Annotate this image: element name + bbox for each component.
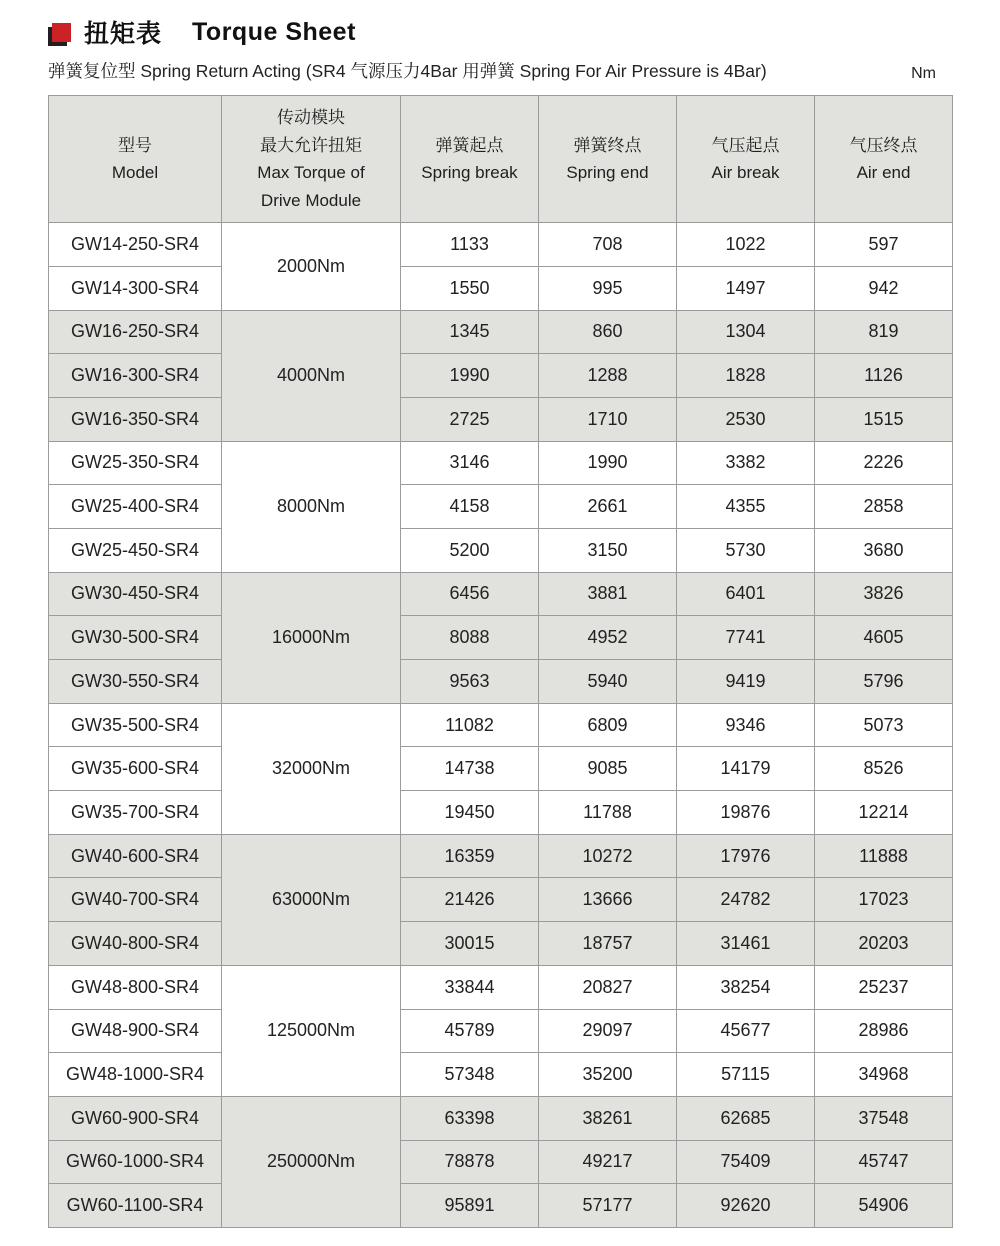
air-break-cell: 4355 <box>677 485 815 529</box>
header-line: Max Torque of <box>257 163 365 183</box>
header-line: Model <box>111 163 159 183</box>
spring-break-cell: 5200 <box>401 528 539 572</box>
model-cell: GW25-350-SR4 <box>49 441 222 485</box>
spring-end-cell: 49217 <box>539 1140 677 1184</box>
model-cell: GW35-700-SR4 <box>49 791 222 835</box>
spring-end-cell: 29097 <box>539 1009 677 1053</box>
air-break-cell: 3382 <box>677 441 815 485</box>
air-break-cell: 9419 <box>677 660 815 704</box>
model-cell: GW16-300-SR4 <box>49 354 222 398</box>
air-break-cell: 2530 <box>677 397 815 441</box>
air-break-cell: 14179 <box>677 747 815 791</box>
header-line: Drive Module <box>260 190 362 210</box>
spring-break-cell: 45789 <box>401 1009 539 1053</box>
air-end-cell: 37548 <box>815 1096 953 1140</box>
model-cell: GW48-900-SR4 <box>49 1009 222 1053</box>
spring-break-cell: 78878 <box>401 1140 539 1184</box>
spring-end-cell: 11788 <box>539 791 677 835</box>
air-end-cell: 8526 <box>815 747 953 791</box>
spring-end-cell: 995 <box>539 266 677 310</box>
model-cell: GW60-900-SR4 <box>49 1096 222 1140</box>
air-break-cell: 19876 <box>677 791 815 835</box>
max-torque-cell: 16000Nm <box>222 572 401 703</box>
spring-break-cell: 4158 <box>401 485 539 529</box>
model-cell: GW14-300-SR4 <box>49 266 222 310</box>
max-torque-cell: 32000Nm <box>222 703 401 834</box>
model-cell: GW25-450-SR4 <box>49 528 222 572</box>
spring-break-cell: 6456 <box>401 572 539 616</box>
header-cell-spring-end <box>539 96 677 223</box>
spring-break-cell: 16359 <box>401 834 539 878</box>
torque-table-header <box>49 96 953 223</box>
table-row <box>49 922 953 966</box>
spring-break-cell: 11082 <box>401 703 539 747</box>
air-end-cell: 34968 <box>815 1053 953 1097</box>
spring-break-cell: 1990 <box>401 354 539 398</box>
air-break-cell: 75409 <box>677 1140 815 1184</box>
spring-break-cell: 30015 <box>401 922 539 966</box>
spring-end-cell: 9085 <box>539 747 677 791</box>
spring-end-cell: 35200 <box>539 1053 677 1097</box>
table-row <box>49 354 953 398</box>
spring-end-cell: 860 <box>539 310 677 354</box>
table-row <box>49 878 953 922</box>
model-cell: GW16-350-SR4 <box>49 397 222 441</box>
table-row <box>49 660 953 704</box>
spring-end-cell: 1990 <box>539 441 677 485</box>
spring-break-cell: 9563 <box>401 660 539 704</box>
table-row <box>49 1140 953 1184</box>
air-end-cell: 1126 <box>815 354 953 398</box>
table-row <box>49 965 953 1009</box>
max-torque-cell: 63000Nm <box>222 834 401 965</box>
spring-break-cell: 95891 <box>401 1184 539 1228</box>
air-end-cell: 2226 <box>815 441 953 485</box>
air-end-cell: 597 <box>815 223 953 267</box>
model-cell: GW30-500-SR4 <box>49 616 222 660</box>
table-row <box>49 616 953 660</box>
page-title-en: Torque Sheet <box>192 17 356 46</box>
spring-break-cell: 8088 <box>401 616 539 660</box>
table-row <box>49 834 953 878</box>
torque-table-body <box>49 223 953 1228</box>
table-row <box>49 1053 953 1097</box>
header-line: 型号 <box>118 135 152 155</box>
air-break-cell: 17976 <box>677 834 815 878</box>
max-torque-cell: 250000Nm <box>222 1096 401 1227</box>
table-row <box>49 528 953 572</box>
air-break-cell: 31461 <box>677 922 815 966</box>
air-break-cell: 62685 <box>677 1096 815 1140</box>
air-break-cell: 1497 <box>677 266 815 310</box>
air-break-cell: 24782 <box>677 878 815 922</box>
header-cell-max-torque <box>222 96 401 223</box>
model-cell: GW60-1100-SR4 <box>49 1184 222 1228</box>
air-break-cell: 1304 <box>677 310 815 354</box>
air-end-cell: 45747 <box>815 1140 953 1184</box>
spring-break-cell: 1133 <box>401 223 539 267</box>
air-break-cell: 38254 <box>677 965 815 1009</box>
model-cell: GW40-600-SR4 <box>49 834 222 878</box>
table-row <box>49 1096 953 1140</box>
spring-break-cell: 21426 <box>401 878 539 922</box>
spring-end-cell: 3881 <box>539 572 677 616</box>
table-row <box>49 747 953 791</box>
header-line: Spring end <box>566 163 649 183</box>
air-end-cell: 20203 <box>815 922 953 966</box>
air-end-cell: 17023 <box>815 878 953 922</box>
spring-break-cell: 1550 <box>401 266 539 310</box>
spring-break-cell: 2725 <box>401 397 539 441</box>
spring-end-cell: 13666 <box>539 878 677 922</box>
spring-end-cell: 708 <box>539 223 677 267</box>
air-end-cell: 25237 <box>815 965 953 1009</box>
spring-end-cell: 4952 <box>539 616 677 660</box>
spring-break-cell: 33844 <box>401 965 539 1009</box>
header-line: Air end <box>856 163 911 183</box>
header-line: Air break <box>711 163 780 183</box>
air-end-cell: 5073 <box>815 703 953 747</box>
air-end-cell: 5796 <box>815 660 953 704</box>
air-break-cell: 5730 <box>677 528 815 572</box>
model-cell: GW48-800-SR4 <box>49 965 222 1009</box>
header-row <box>49 96 953 223</box>
air-end-cell: 3680 <box>815 528 953 572</box>
air-break-cell: 6401 <box>677 572 815 616</box>
max-torque-cell: 8000Nm <box>222 441 401 572</box>
header-cell-model <box>49 96 222 223</box>
model-cell: GW14-250-SR4 <box>49 223 222 267</box>
table-row <box>49 266 953 310</box>
air-end-cell: 11888 <box>815 834 953 878</box>
header-line: 气压终点 <box>849 135 918 155</box>
table-row <box>49 310 953 354</box>
model-cell: GW35-600-SR4 <box>49 747 222 791</box>
max-torque-cell: 4000Nm <box>222 310 401 441</box>
spring-end-cell: 3150 <box>539 528 677 572</box>
model-cell: GW40-700-SR4 <box>49 878 222 922</box>
model-cell: GW35-500-SR4 <box>49 703 222 747</box>
header-line: 气压起点 <box>711 135 780 155</box>
table-row <box>49 703 953 747</box>
air-break-cell: 9346 <box>677 703 815 747</box>
subtitle-bar <box>48 58 952 83</box>
header-cell-spring-break <box>401 96 539 223</box>
air-end-cell: 1515 <box>815 397 953 441</box>
model-cell: GW25-400-SR4 <box>49 485 222 529</box>
spring-break-cell: 1345 <box>401 310 539 354</box>
air-end-cell: 4605 <box>815 616 953 660</box>
model-cell: GW40-800-SR4 <box>49 922 222 966</box>
air-break-cell: 57115 <box>677 1053 815 1097</box>
spring-break-cell: 19450 <box>401 791 539 835</box>
spring-end-cell: 5940 <box>539 660 677 704</box>
air-break-cell: 92620 <box>677 1184 815 1228</box>
spring-end-cell: 38261 <box>539 1096 677 1140</box>
spring-break-cell: 57348 <box>401 1053 539 1097</box>
spring-break-cell: 14738 <box>401 747 539 791</box>
header-line: Spring break <box>421 163 518 183</box>
header-line: 弹簧终点 <box>573 135 642 155</box>
spring-end-cell: 6809 <box>539 703 677 747</box>
air-break-cell: 1022 <box>677 223 815 267</box>
spring-end-cell: 1288 <box>539 354 677 398</box>
spring-end-cell: 57177 <box>539 1184 677 1228</box>
spring-end-cell: 18757 <box>539 922 677 966</box>
unit-label: Nm <box>911 65 936 82</box>
model-cell: GW30-450-SR4 <box>49 572 222 616</box>
subtitle: 弹簧复位型 Spring Return Acting (SR4 气源压力4Bar 用弹簧 Spring For Air Pressure is 4Bar) <box>48 61 767 81</box>
spring-break-cell: 63398 <box>401 1096 539 1140</box>
header-line: 弹簧起点 <box>435 135 504 155</box>
model-cell: GW48-1000-SR4 <box>49 1053 222 1097</box>
table-row <box>49 397 953 441</box>
air-end-cell: 2858 <box>815 485 953 529</box>
table-row <box>49 485 953 529</box>
air-end-cell: 819 <box>815 310 953 354</box>
spring-end-cell: 1710 <box>539 397 677 441</box>
table-row <box>49 791 953 835</box>
header-line: 最大允许扭矩 <box>260 135 362 155</box>
max-torque-cell: 2000Nm <box>222 223 401 310</box>
header-line: 传动模块 <box>277 108 345 127</box>
header-cell-air-break <box>677 96 815 223</box>
model-cell: GW16-250-SR4 <box>49 310 222 354</box>
air-break-cell: 45677 <box>677 1009 815 1053</box>
air-break-cell: 1828 <box>677 354 815 398</box>
table-row <box>49 441 953 485</box>
model-cell: GW30-550-SR4 <box>49 660 222 704</box>
table-row <box>49 572 953 616</box>
title-bar <box>48 16 952 48</box>
header-cell-air-end <box>815 96 953 223</box>
torque-table <box>48 95 953 1228</box>
max-torque-cell: 125000Nm <box>222 965 401 1096</box>
air-end-cell: 54906 <box>815 1184 953 1228</box>
model-cell: GW60-1000-SR4 <box>49 1140 222 1184</box>
spring-end-cell: 10272 <box>539 834 677 878</box>
spring-end-cell: 2661 <box>539 485 677 529</box>
spring-break-cell: 3146 <box>401 441 539 485</box>
air-end-cell: 942 <box>815 266 953 310</box>
air-end-cell: 3826 <box>815 572 953 616</box>
table-row <box>49 223 953 267</box>
air-end-cell: 12214 <box>815 791 953 835</box>
table-row <box>49 1184 953 1228</box>
air-end-cell: 28986 <box>815 1009 953 1053</box>
spring-end-cell: 20827 <box>539 965 677 1009</box>
table-row <box>49 1009 953 1053</box>
air-break-cell: 7741 <box>677 616 815 660</box>
red-square-bullet-icon <box>52 23 71 42</box>
page-title-cn: 扭矩表 <box>84 20 163 48</box>
